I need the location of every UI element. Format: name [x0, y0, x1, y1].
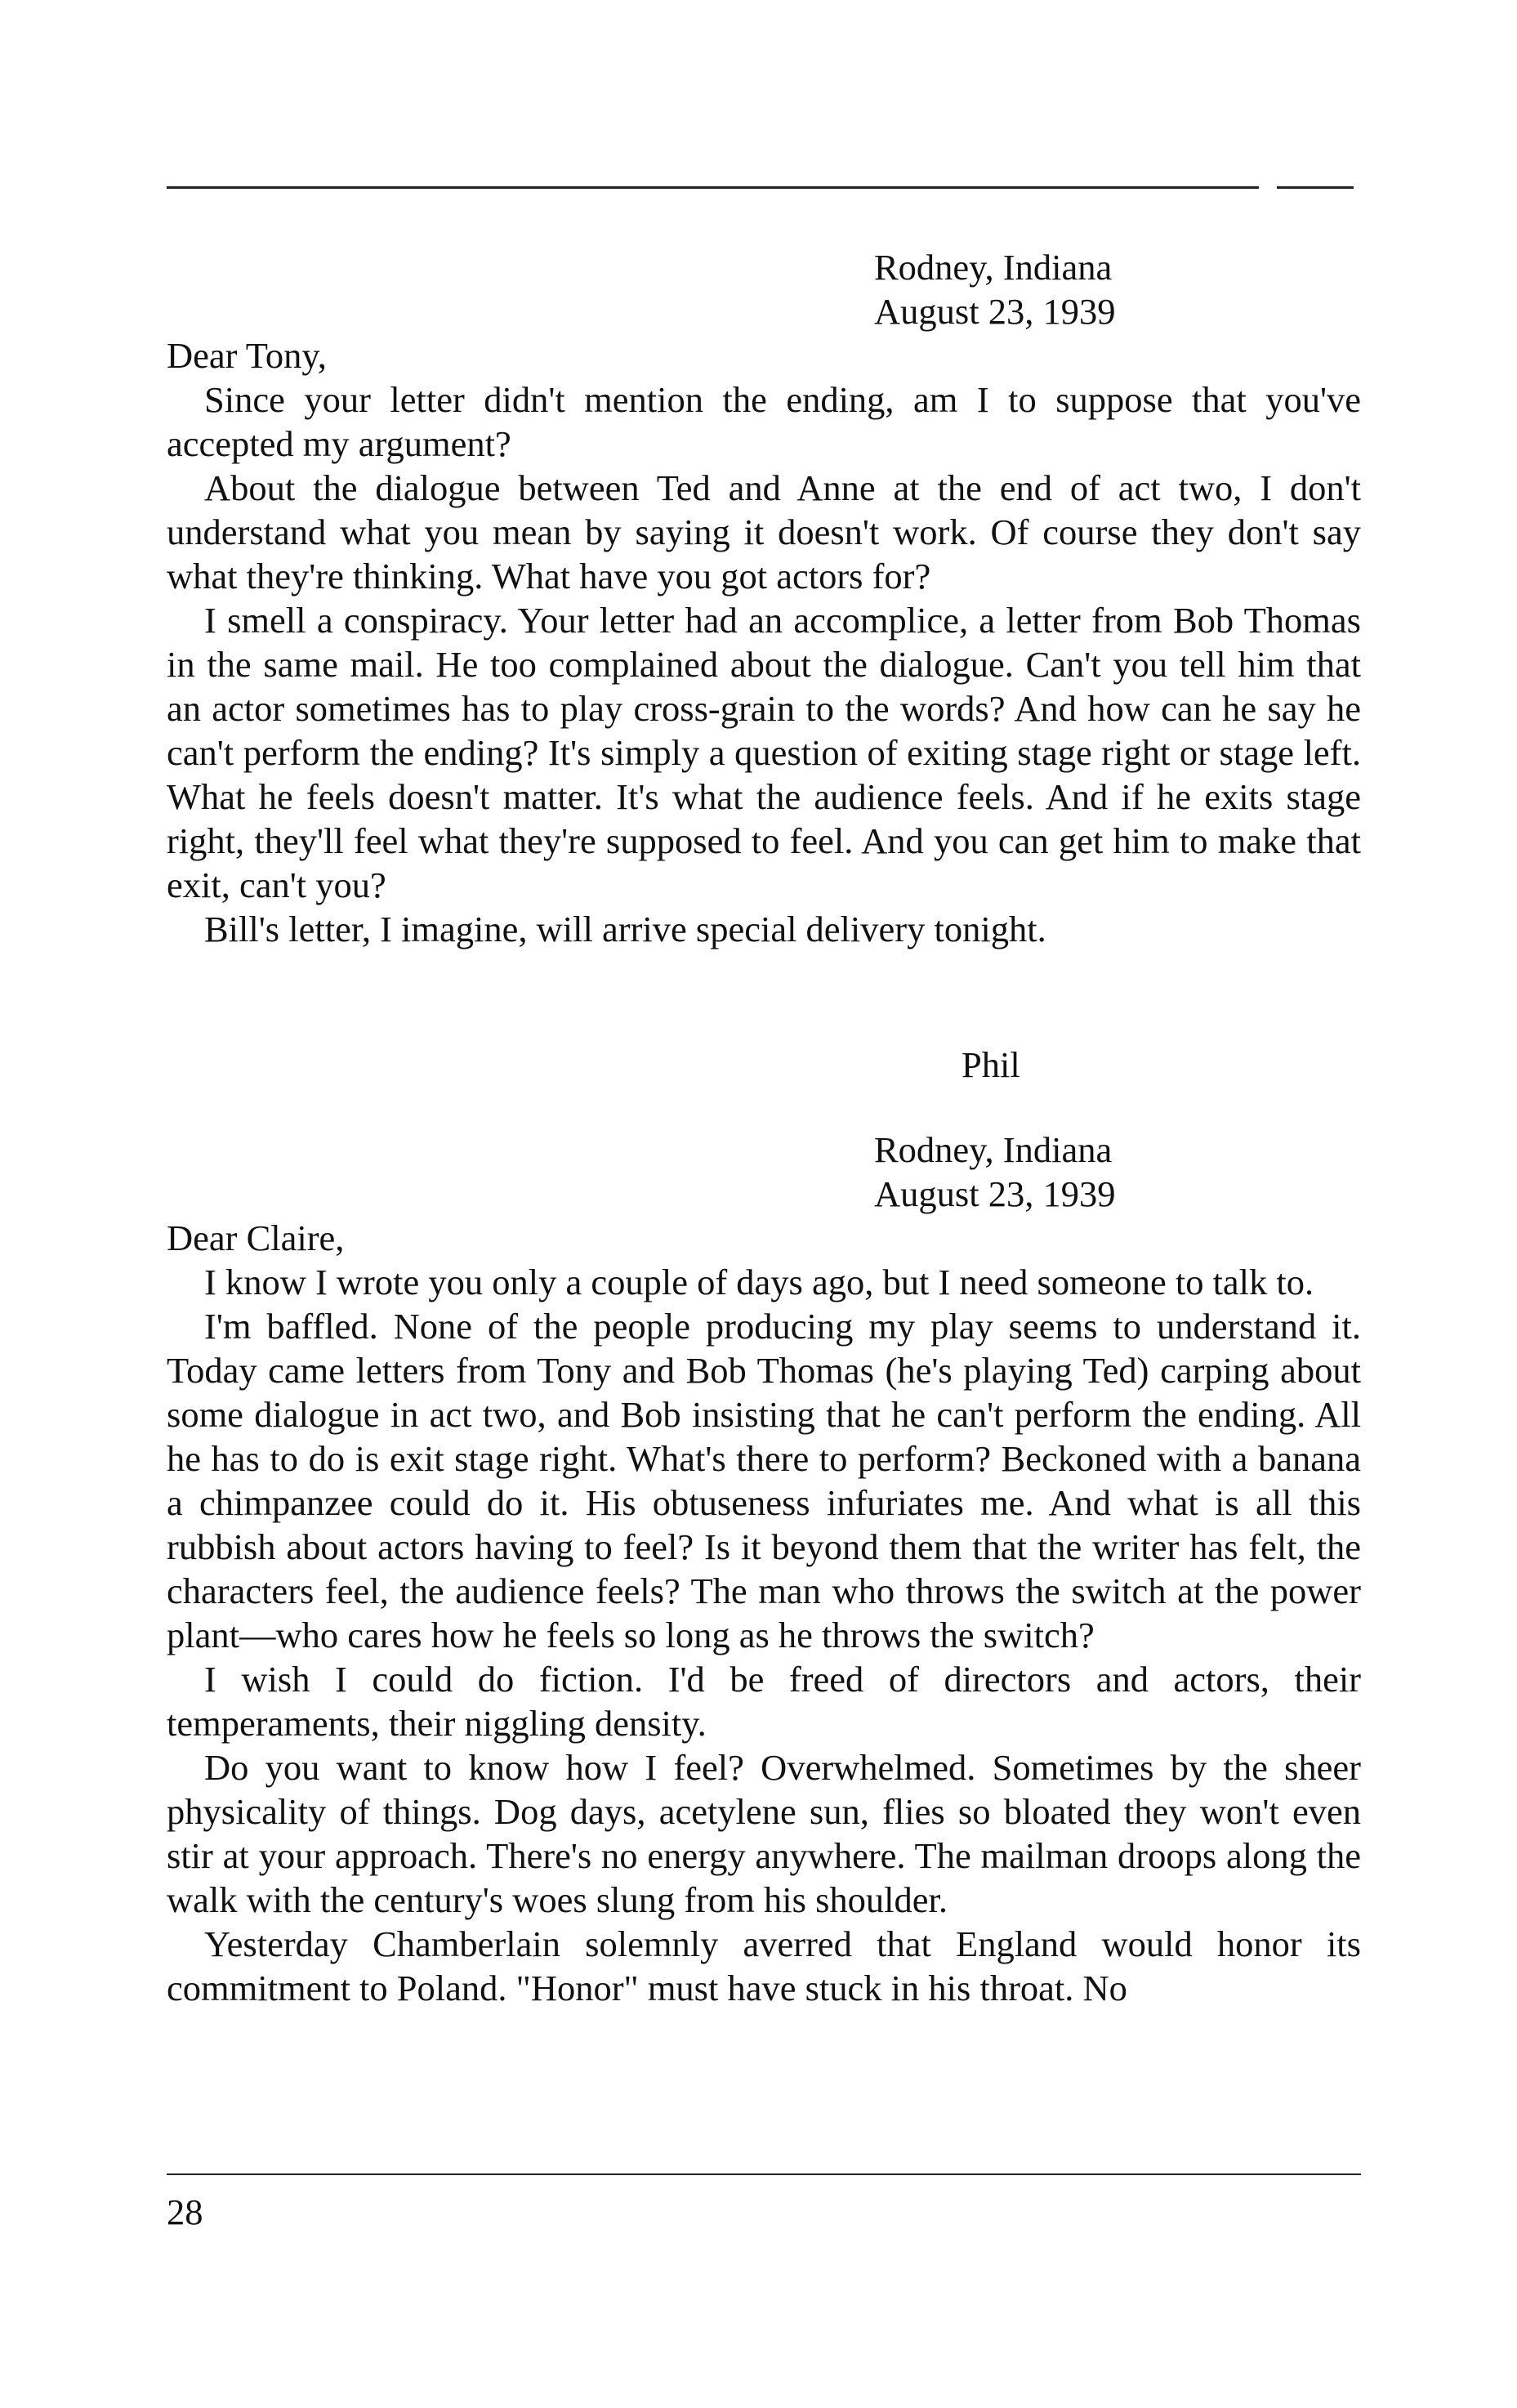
letter1-paragraph: I smell a conspiracy. Your letter had an accomplice, a letter from Bob Thomas in the same mail. He too complained about the dialogue. Can't you tell him that an actor sometimes has to play cross-grain to the words? And how can he say he can't perform the ending? It's simply a question of exiting stage right or stage left. What he feels doesn't matter. It's what the audience feels. And if he exits stage right, they'll feel what they're supposed to feel. And you can get him to make that exit, can't you?	[167, 600, 1361, 905]
letter1-paragraph: About the dialogue between Ted and Anne at the end of act two, I don't understand what you mean by saying it doesn't work. Of course they don't say what they're thinking. What have you got actors for?	[167, 467, 1361, 596]
letter2-paragraph: I'm baffled. None of the people producing my play seems to understand it. Today came letters from Tony and Bob Thomas (he's playing Ted) carping about some dialogue in act two, and Bob insisting that he can't perform the ending. All he has to do is exit stage right. What's there to perform? Beckoned with a banana a chimpanzee could do it. His obtuseness infuriates me. And what is all this rubbish about actors having to feel? Is it beyond them that the writer has felt, the characters feel, the audience feels? The man who throws the switch at the power plant—who cares how he feels so long as he throws the switch?	[167, 1306, 1361, 1655]
letter2-body	[167, 1216, 1361, 2010]
letter1-signature: Phil	[962, 1044, 1020, 1085]
letter2-paragraph: I know I wrote you only a couple of days ago, but I need someone to talk to.	[204, 1262, 1314, 1302]
letter1-date: August 23, 1939	[874, 291, 1116, 332]
letter1-paragraph: Bill's letter, I imagine, will arrive special delivery tonight.	[204, 909, 1046, 949]
page-number: 28	[167, 2191, 203, 2232]
letter2-salutation: Dear Claire,	[167, 1217, 345, 1258]
letter1-place-date	[874, 245, 1115, 333]
letter1-place: Rodney, Indiana	[874, 247, 1113, 288]
letter2-paragraph: I wish I could do fiction. I'd be freed of directors and actors, their temperaments, their niggling density.	[167, 1659, 1361, 1744]
letter2-place-date	[874, 1128, 1115, 1216]
letter2-paragraph: Yesterday Chamberlain solemnly averred that England would honor its commitment to Poland. "Honor" must have stuck in his throat. No	[167, 1923, 1361, 2008]
header-rule-gap	[1259, 185, 1277, 190]
header-rule	[167, 186, 1354, 189]
letter2-paragraph: Do you want to know how I feel? Overwhelmed. Sometimes by the sheer physicality of things. Dog days, acetylene sun, flies so bloated they won't even stir at your approach. There's no energy anywhere. The mailman droops along the walk with the century's woes slung from his shoulder.	[167, 1747, 1361, 1920]
letter2-place: Rodney, Indiana	[874, 1129, 1113, 1170]
footer-rule	[167, 2173, 1361, 2175]
letter1-salutation: Dear Tony,	[167, 335, 327, 376]
letter1-paragraph: Since your letter didn't mention the ending, am I to suppose that you've accepted my argument?	[167, 379, 1361, 464]
letter2-date: August 23, 1939	[874, 1173, 1116, 1214]
letter1-body	[167, 333, 1361, 951]
